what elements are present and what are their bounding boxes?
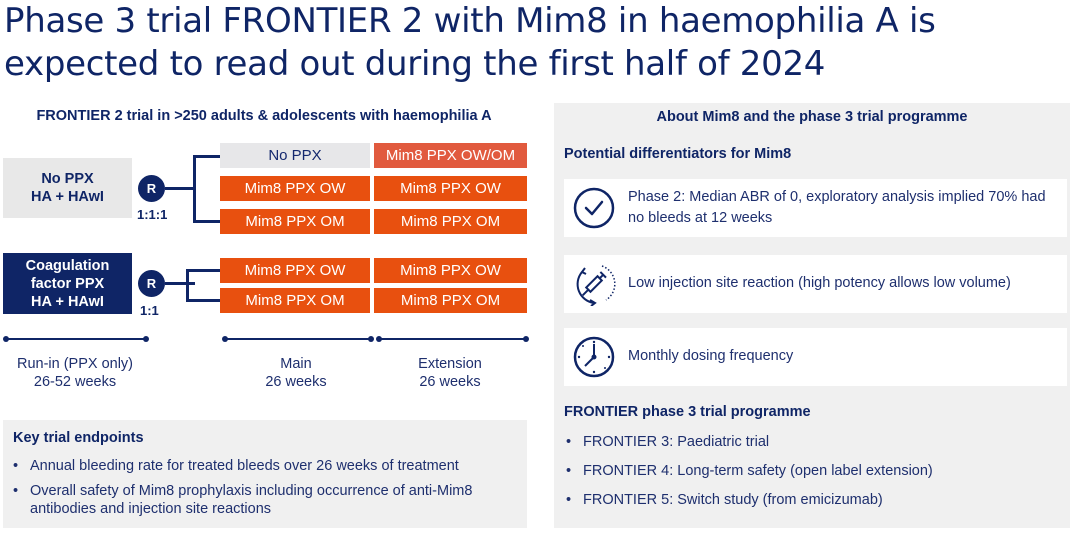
arm-extension: Mim8 PPX OM [374,209,527,234]
phase-name: Main [280,356,312,372]
arm-extension: Mim8 PPX OW/OM [374,143,527,168]
connector-line [193,155,196,223]
timeline-dot [222,336,228,342]
group1-ratio: 1:1:1 [137,207,168,222]
group2-label-line3: HA + HAwI [31,293,104,310]
arm-extension: Mim8 PPX OW [374,176,527,201]
arm-extension: Mim8 PPX OM [374,288,527,313]
phase-name: Extension [418,356,482,372]
group1-source-box [3,158,132,218]
group2-source-box [3,253,132,314]
differentiator-card [564,179,1067,237]
phase-duration: 26-52 weeks [33,374,117,390]
arm-main: Mim8 PPX OW [220,176,370,201]
differentiator-text: Low injection site reaction (high potency allows low volume) [628,275,1011,291]
clock-icon [572,335,616,379]
group2-ratio: 1:1 [140,303,159,318]
connector-line [186,269,189,302]
timeline-dot [376,336,382,342]
trial-design-heading: FRONTIER 2 trial in >250 adults & adolescents with haemophilia A [36,108,492,124]
programme-heading: FRONTIER phase 3 trial programme [564,404,811,420]
group1-label-line2: HA + HAwI [31,189,104,205]
differentiator-card [564,328,1067,386]
differentiator-card [564,255,1067,313]
connector-line [186,269,220,272]
phase-duration: 26 weeks [265,374,327,390]
endpoint-item: • Annual bleeding rate for treated bleeds over 26 weeks of treatment [13,458,459,474]
randomisation-icon: R [138,270,165,297]
differentiators-heading: Potential differentiators for Mim8 [564,146,792,162]
phase-extension [374,355,526,391]
programme-item: • FRONTIER 4: Long-term safety (open label extension) [566,463,933,479]
timeline-dot [523,336,529,342]
connector-line [193,155,220,158]
connector-line [165,282,195,285]
connector-line [186,299,220,302]
timeline-runin [6,338,146,340]
timeline-dot [3,336,9,342]
arm-main: Mim8 PPX OW [220,258,370,283]
arm-main: Mim8 PPX OM [220,288,370,313]
about-heading: About Mim8 and the phase 3 trial programme [656,109,968,125]
key-endpoints-panel [3,420,527,528]
group2-label-line2: factor PPX [30,275,105,292]
phase-name: Run-in (PPX only) [16,356,134,372]
endpoints-heading: Key trial endpoints [13,430,144,446]
about-panel [554,103,1070,528]
programme-item: • FRONTIER 3: Paediatric trial [566,434,770,450]
connector-line [193,220,220,223]
phase-main [220,355,372,391]
group1-label-line1: No PPX [41,171,94,187]
programme-item: • FRONTIER 5: Switch study (from emicizumab) [566,492,883,508]
arm-extension: Mim8 PPX OW [374,258,527,283]
connector-line [165,187,195,190]
timeline-main [225,338,371,340]
page-title: Phase 3 trial FRONTIER 2 with Mim8 in haemophilia A is expected to read out during the first half of 2024 [4,1,936,84]
checkmark-circle-icon [572,186,616,230]
differentiator-text: Monthly dosing frequency [628,348,794,364]
timeline-extension [380,338,526,340]
differentiator-text: Phase 2: Median ABR of 0, exploratory analysis implied 70% had no bleeds at 12 weeks [628,189,1046,226]
phase-duration: 26 weeks [419,374,481,390]
randomisation-icon: R [138,175,165,202]
endpoint-item: • Overall safety of Mim8 prophylaxis including occurrence of anti-Mim8 antibodies and injection site reactions [13,483,473,517]
timeline-dot [368,336,374,342]
timeline-dot [143,336,149,342]
arm-main: No PPX [220,143,370,168]
group2-label-line1: Coagulation [25,257,110,274]
phase-runin [0,355,150,391]
syringe-icon [572,262,616,306]
arm-main: Mim8 PPX OM [220,209,370,234]
